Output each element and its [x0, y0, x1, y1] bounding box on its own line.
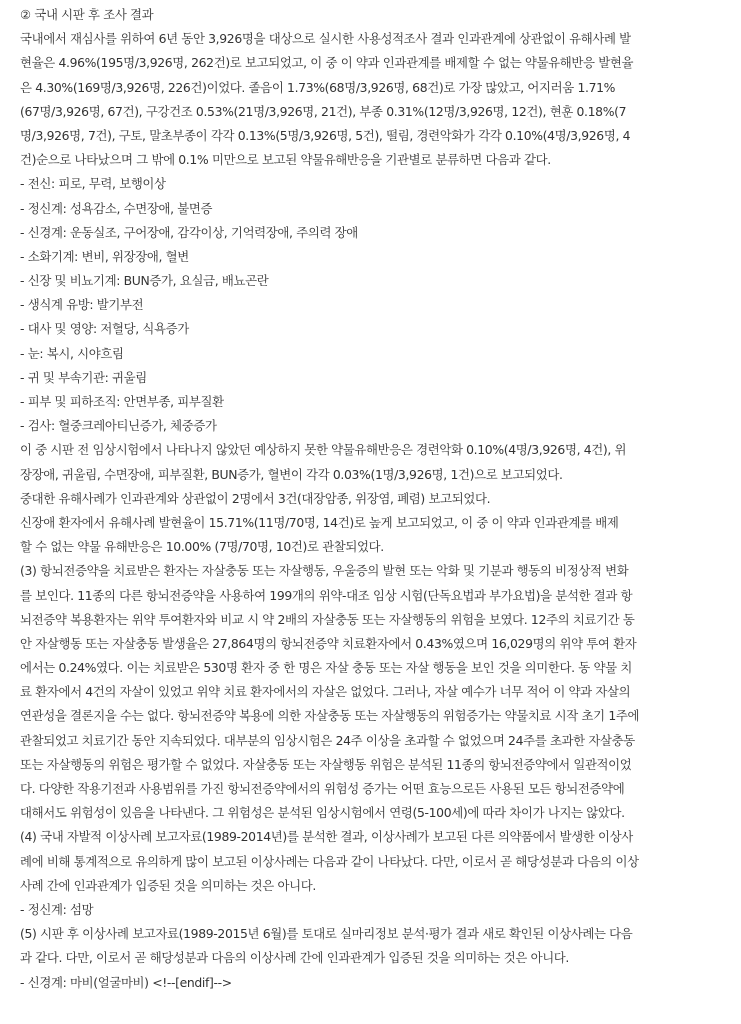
- text-line: 장장애, 귀울림, 수면장애, 피부질환, BUN증가, 혈변이 각각 0.03%(1명/3,926명, 1건)으로 보고되었다.: [20, 466, 563, 482]
- text-line: (3) 항뇌전증약을 치료받은 환자는 자살충동 또는 자살행동, 우울증의 발현 또는 악화 및 기분과 행동의 비정상적 변화: [20, 563, 629, 579]
- text-line: 국내에서 재심사를 위하여 6년 동안 3,926명을 대상으로 실시한 사용성적조사 결과 인과관계에 상관없이 유해사례 발: [20, 31, 631, 47]
- text-line: (67명/3,926명, 67건), 구강건조 0.53%(21명/3,926명, 21건), 부종 0.31%(12명/3,926명, 12건), 현훈 0.18%(7: [20, 103, 627, 119]
- text-line: 명/3,926명, 7건), 구토, 말초부종이 각각 0.13%(5명/3,926명, 5건), 떨림, 경련악화가 각각 0.10%(4명/3,926명, 4: [20, 127, 631, 143]
- text-line: 뇌전증약 복용환자는 위약 투여환자와 비교 시 약 2배의 자살충동 또는 자살행동의 위험을 보였다. 12주의 치료기간 동: [20, 611, 635, 627]
- text-line: 할 수 없는 약물 유해반응은 10.00% (7명/70명, 10건)로 관찰되었다.: [20, 539, 384, 555]
- text-line: - 피부 및 피하조직: 안면부종, 피부질환: [20, 394, 224, 409]
- text-line: - 대사 및 영양: 저혈당, 식욕증가: [20, 321, 189, 337]
- text-line: - 신경계: 운동실조, 구어장애, 감각이상, 기억력장애, 주의력 장애: [20, 224, 358, 240]
- text-line: - 신장 및 비뇨기계: BUN증가, 요실금, 배뇨곤란: [20, 273, 269, 289]
- text-line: 를 보인다. 11종의 다른 항뇌전증약을 사용하여 199개의 위약-대조 임상 시험(단독요법과 부가요법)을 분석한 결과 항: [20, 587, 633, 603]
- text-line: 관찰되었고 치료기간 동안 지속되었다. 대부분의 임상시험은 24주 이상을 초과할 수 없었으며 24주를 초과한 자살충동: [20, 732, 635, 748]
- text-line: 또는 자살행동의 위험은 평가할 수 없었다. 자살충동 또는 자살행동 위험은 분석된 11종의 항뇌전증약에서 일관적이었: [20, 756, 632, 772]
- text-line: 다. 다양한 작용기전과 사용범위를 가진 항뇌전증약에서의 위험성 증가는 어떤 효능으로든 사용된 모든 항뇌전증약에: [20, 781, 625, 796]
- text-line: 연관성을 결론지을 수는 없다. 항뇌전증약 복용에 의한 자살충동 또는 자살행동의 위험증가는 약물치료 시작 초기 1주에: [20, 708, 640, 724]
- text-line: 중대한 유해사례가 인과관계와 상관없이 2명에서 3건(대장암종, 위장염, 폐렴) 보고되었다.: [20, 490, 491, 506]
- text-line: 안 자살행동 또는 자살충동 발생율은 27,864명의 항뇌전증약 치료환자에서 0.43%였으며 16,029명의 위약 투여 환자: [20, 635, 637, 651]
- text-line: - 소화기계: 변비, 위장장애, 혈변: [20, 248, 189, 264]
- text-line: - 검사: 혈중크레아티닌증가, 체중증가: [20, 418, 217, 434]
- text-line: (4) 국내 자발적 이상사례 보고자료(1989-2014년)를 분석한 결과, 이상사례가 보고된 다른 의약품에서 발생한 이상사: [20, 829, 633, 845]
- text-line: (5) 시판 후 이상사례 보고자료(1989-2015년 6월)를 토대로 실마리정보 분석·평가 결과 새로 확인된 이상사례는 다음: [20, 926, 633, 942]
- text-line: 과 같다. 다만, 이로서 곧 해당성분과 다음의 이상사례 간에 인과관계가 입증된 것을 의미하는 것은 아니다.: [20, 950, 570, 966]
- text-line: - 정신계: 성욕감소, 수면장애, 불면증: [20, 200, 213, 216]
- text-line: - 신경계: 마비(얼굴마비) <!--[endif]-->: [20, 974, 232, 990]
- text-line: - 정신계: 섬망: [20, 901, 94, 917]
- text-line: 사례 간에 인과관계가 입증된 것을 의미하는 것은 아니다.: [20, 877, 316, 893]
- text-line: 대해서도 위험성이 있음을 나타낸다. 그 위험성은 분석된 임상시험에서 연령(5-100세)에 따라 차이가 나지는 않았다.: [20, 805, 625, 821]
- text-line: - 눈: 복시, 시야흐림: [20, 345, 124, 361]
- text-line: - 귀 및 부속기관: 귀울림: [20, 369, 147, 385]
- text-line: 례에 비해 통계적으로 유의하게 많이 보고된 이상사례는 다음과 같이 나타났다. 다만, 이로서 곧 해당성분과 다음의 이상: [20, 853, 639, 869]
- text-line: 료 환자에서 4건의 자살이 있었고 위약 치료 환자에서의 자살은 없었다. 그러나, 자살 예수가 너무 적어 이 약과 자살의: [20, 684, 631, 700]
- text-line: - 전신: 피로, 무력, 보행이상: [20, 176, 166, 192]
- text-line: 에서는 0.24%였다. 이는 치료받은 530명 환자 중 한 명은 자살 충동 또는 자살 행동을 보인 것을 의미한다. 동 약물 치: [20, 660, 632, 676]
- text-line: 현율은 4.96%(195명/3,926명, 262건)로 보고되었고, 이 중 이 약과 인과관계를 배제할 수 없는 약물유해반응 발현율: [20, 55, 634, 71]
- text-line: 이 중 시판 전 임상시험에서 나타나지 않았던 예상하지 못한 약물유해반응은 경련악화 0.10%(4명/3,926명, 4건), 위: [20, 442, 627, 458]
- text-line: - 생식계 유방: 발기부전: [20, 297, 144, 313]
- text-line: 은 4.30%(169명/3,926명, 226건)이었다. 졸음이 1.73%(68명/3,926명, 68건)로 가장 많았고, 어지러움 1.71%: [20, 79, 616, 95]
- section-heading: ② 국내 시판 후 조사 결과: [20, 7, 154, 22]
- text-line: 건)순으로 나타났으며 그 밖에 0.1% 미만으로 보고된 약물유해반응을 기관별로 분류하면 다음과 같다.: [20, 152, 551, 168]
- text-line: 신장애 환자에서 유해사례 발현율이 15.71%(11명/70명, 14건)로 높게 보고되었고, 이 중 이 약과 인과관계를 배제: [20, 514, 619, 530]
